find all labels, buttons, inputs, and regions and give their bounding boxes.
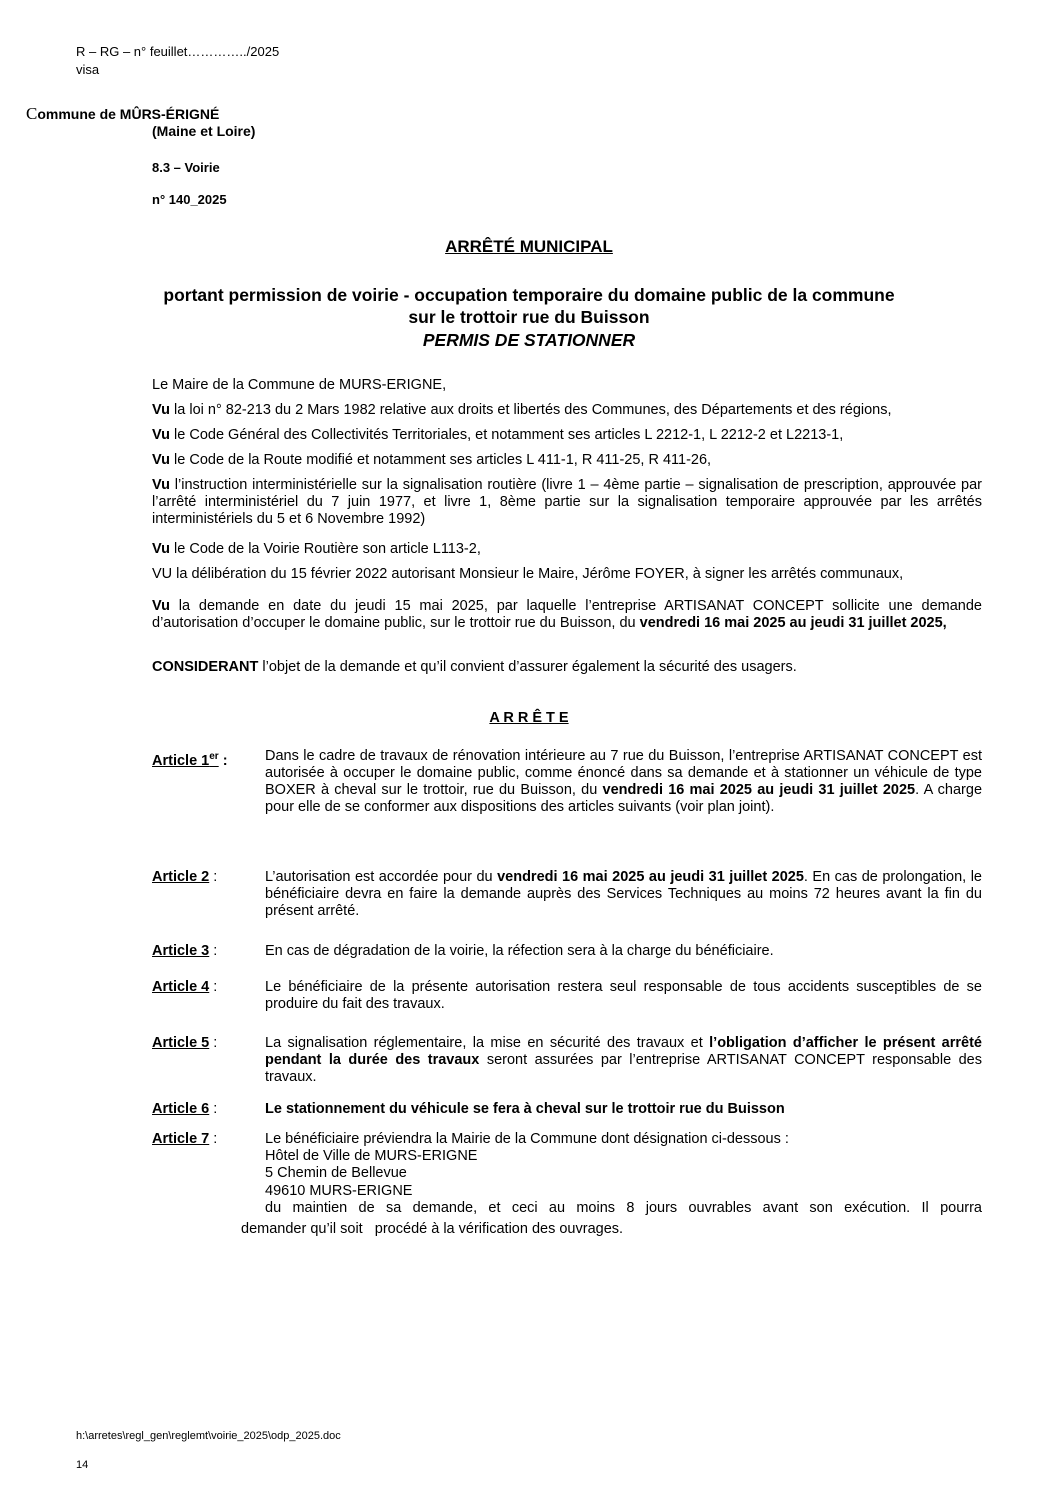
article-1-label-text xyxy=(152,753,219,769)
article-4-label-text: Article 4 xyxy=(152,979,210,995)
vu-7 xyxy=(152,598,982,632)
vu-1 xyxy=(152,402,982,419)
subtitle-line3: PERMIS DE STATIONNER xyxy=(422,330,636,350)
article-2-label-text: Article 2 xyxy=(152,869,210,885)
vu-2-text: le Code Général des Collectivités Territoriales, et notamment ses articles L 2212-1, L 2212-2 et L2213-1, xyxy=(170,427,844,443)
article-colon: : xyxy=(209,943,218,959)
file-path: h:\arretes\regl_gen\reglemt\voirie_2025\odp_2025.doc xyxy=(76,1430,341,1442)
vu-2 xyxy=(152,427,982,444)
article-2-part2: . En cas de prolongation, le bénéficiaire devra en faire la demande auprès des Services Techniques au moins 72 heures avant la fin du présent arrêté. xyxy=(265,869,982,919)
article-2-dates: vendredi 16 mai 2025 au jeudi 31 juillet 2025 xyxy=(497,869,804,885)
article-1-label xyxy=(152,748,228,770)
vu-6: VU la délibération du 15 février 2022 autorisant Monsieur le Maire, Jérôme FOYER, à signer les arrêtés communaux, xyxy=(152,566,904,582)
article-colon: : xyxy=(209,1035,218,1051)
page-title: ARRÊTÉ MUNICIPAL xyxy=(445,237,613,256)
article-5-part2: seront assurées par l’entreprise ARTISANAT CONCEPT responsable des travaux. xyxy=(265,1052,982,1085)
article-7-line3: 5 Chemin de Bellevue xyxy=(265,1165,407,1181)
department: (Maine et Loire) xyxy=(152,123,256,139)
article-3-text: En cas de dégradation de la voirie, la réfection sera à la charge du bénéficiaire. xyxy=(265,943,774,959)
commune-name-rest: ommune de MÛRS-ÉRIGNÉ xyxy=(37,106,220,122)
article-1-text xyxy=(265,748,982,816)
article-7-line5: du maintien de sa demande, et ceci au moins 8 jours ouvrables avant son exécution. Il pourra xyxy=(265,1200,982,1216)
article-7-label xyxy=(152,1131,217,1148)
vu-word: Vu xyxy=(152,541,170,557)
article-7-line2: Hôtel de Ville de MURS-ERIGNE xyxy=(265,1148,478,1164)
article-1-colon: : xyxy=(218,752,228,769)
considerant-word: CONSIDERANT xyxy=(152,659,259,675)
article-6-label-text: Article 6 xyxy=(152,1101,210,1117)
article-5-obligation: l’obligation d’afficher le présent arrêté pendant la durée des travaux xyxy=(265,1035,982,1068)
vu-3-text: le Code de la Route modifié et notamment ses articles L 411-1, R 411-25, R 411-26, xyxy=(170,452,712,468)
article-1-word: Article 1 xyxy=(152,752,210,769)
article-7-line6: demander qu’il soit procédé à la vérification des ouvrages. xyxy=(241,1221,624,1237)
arrete-number: n° 140_2025 xyxy=(152,192,227,207)
article-1-part2: . A charge pour elle de se conformer aux dispositions des articles suivants (voir plan joint). xyxy=(265,782,983,815)
commune-name xyxy=(26,104,219,124)
article-5-label-text: Article 5 xyxy=(152,1035,210,1051)
vu-word: Vu xyxy=(152,427,170,443)
article-1-part1: Dans le cadre de travaux de rénovation intérieure au 7 rue du Buisson, l’entreprise ARTISANAT CONCEPT est autorisée à occuper le domaine public, comme énoncé dans sa demande et à stationner un véhicule de type BOXER à cheval sur le trottoir, rue du Buisson, du xyxy=(265,748,982,798)
article-7-line4: 49610 MURS-ERIGNE xyxy=(265,1183,413,1199)
vu-1-text: la loi n° 82-213 du 2 Mars 1982 relative aux droits et libertés des Communes, des Départements et des régions, xyxy=(170,402,892,418)
article-6-label xyxy=(152,1101,217,1118)
vu-7-dates: vendredi 16 mai 2025 au jeudi 31 juillet 2025, xyxy=(639,615,947,631)
maire-line: Le Maire de la Commune de MURS-ERIGNE, xyxy=(152,377,447,393)
vu-word: Vu xyxy=(152,452,170,468)
article-colon: : xyxy=(209,979,218,995)
article-colon: : xyxy=(209,1131,218,1147)
article-5-label xyxy=(152,1035,217,1052)
vu-3 xyxy=(152,452,982,469)
article-2-label xyxy=(152,869,217,886)
vu-7-text: la demande en date du jeudi 15 mai 2025, par laquelle l’entreprise ARTISANAT CONCEPT sollicite une demande d’autorisation d’occuper le domaine public, sur le trottoir rue du Buisson, du xyxy=(152,598,982,631)
page-number: 14 xyxy=(76,1459,89,1471)
vu-5 xyxy=(152,541,982,558)
vu-word: Vu xyxy=(152,477,170,493)
article-colon: : xyxy=(209,1101,218,1117)
commune-initial: C xyxy=(26,104,38,123)
vu-5-text: le Code de la Voirie Routière son article L113-2, xyxy=(170,541,481,557)
vu-4-text: l’instruction interministérielle sur la signalisation routière (livre 1 – 4ème partie – signalisation de prescription, approuvée par l’arrêté interministériel du 7 juin 1977, et livre 1, 8ème partie sur la signalisation temporaire approuvée par les arrêtés interministériels du 5 et 6 Novembre 1992) xyxy=(152,477,982,527)
feuillet-ref: R – RG – n° feuillet…………../2025 xyxy=(76,44,280,59)
vu-4 xyxy=(152,477,982,528)
visa-label: visa xyxy=(76,62,100,77)
article-3-label-text: Article 3 xyxy=(152,943,210,959)
category: 8.3 – Voirie xyxy=(152,160,220,175)
subtitle-line2: sur le trottoir rue du Buisson xyxy=(408,307,650,327)
article-4-text: Le bénéficiaire de la présente autorisation restera seul responsable de tous accidents susceptibles de se produire du fait des travaux. xyxy=(265,979,982,1012)
article-1-dates: vendredi 16 mai 2025 au jeudi 31 juillet 2025 xyxy=(602,782,916,798)
article-6-text: Le stationnement du véhicule se fera à cheval sur le trottoir rue du Buisson xyxy=(265,1101,785,1117)
considerant xyxy=(152,659,982,676)
article-2-text xyxy=(265,869,982,920)
subtitle-line1: portant permission de voirie - occupation temporaire du domaine public de la commune xyxy=(163,285,895,305)
article-7-label-text: Article 7 xyxy=(152,1131,210,1147)
article-5-text xyxy=(265,1035,982,1086)
arrete-heading: A R R Ê T E xyxy=(489,710,569,726)
article-7-line1: Le bénéficiaire préviendra la Mairie de la Commune dont désignation ci-dessous : xyxy=(265,1131,789,1147)
article-4-label xyxy=(152,979,217,996)
vu-word: Vu xyxy=(152,402,170,418)
article-1-sup: er xyxy=(209,751,219,762)
considerant-text: l’objet de la demande et qu’il convient d’assurer également la sécurité des usagers. xyxy=(258,659,797,675)
vu-word: Vu xyxy=(152,598,170,614)
article-colon: : xyxy=(209,869,218,885)
article-2-part1: L’autorisation est accordée pour du xyxy=(265,869,498,885)
article-5-part1: La signalisation réglementaire, la mise en sécurité des travaux et xyxy=(265,1035,710,1051)
article-3-label xyxy=(152,943,217,960)
